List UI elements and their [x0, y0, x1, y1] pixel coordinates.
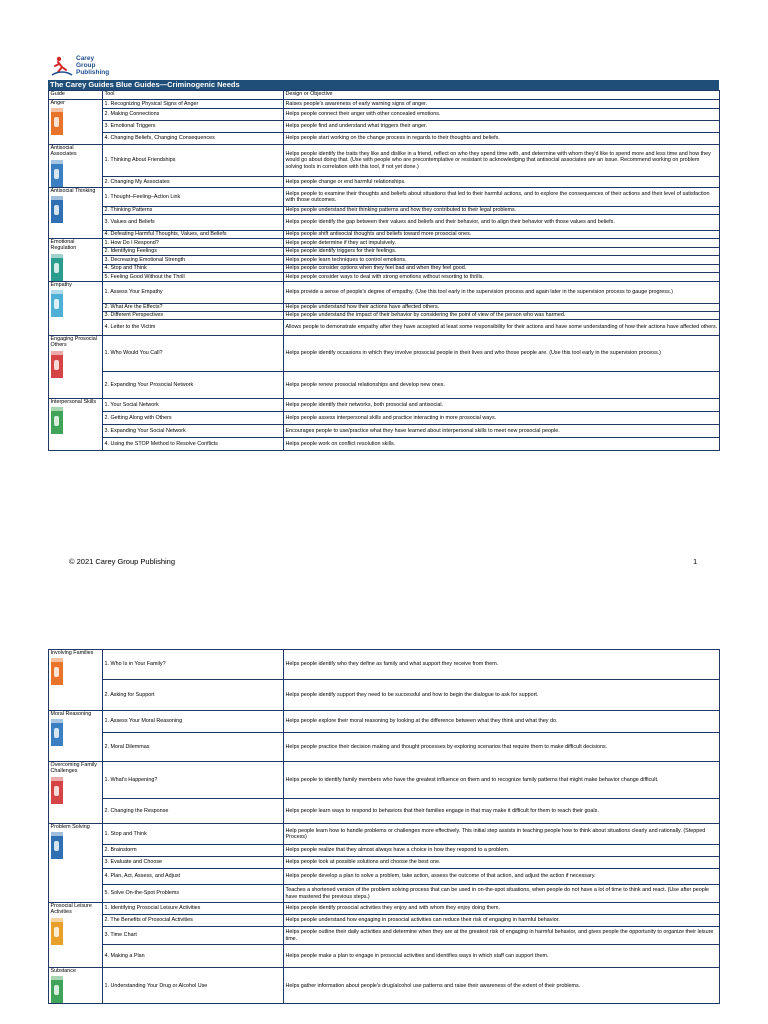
- guide-cell: [49, 398, 103, 450]
- objective-cell: Helps people realize that they almost always have a choice in how they respond to a problem.: [284, 845, 720, 857]
- guide-name: Antisocial Thinking: [50, 188, 96, 194]
- tool-cell: 4. Defeating Harmful Thoughts, Values, and Beliefs: [103, 231, 284, 239]
- tool-cell: 1. Understanding Your Drug or Alcohol Use: [103, 968, 284, 1004]
- tool-cell: 3. Decreasing Emotional Strength: [103, 256, 284, 265]
- guide-cover-icon: [51, 719, 63, 746]
- tool-cell: 1. Who Is in Your Family?: [103, 650, 284, 680]
- guide-name: Prosocial Leisure Activities: [50, 903, 92, 916]
- objective-cell: Helps people identify their networks, both prosocial and antisocial.: [284, 398, 720, 411]
- tool-cell: 2. Moral Dilemmas: [103, 733, 284, 762]
- table-row: [49, 903, 720, 915]
- tool-cell: 2. Asking for Support: [103, 680, 284, 711]
- objective-cell: Helps people make a plan to engage in prosocial activities and identifies ways in which staff can support them.: [284, 945, 720, 968]
- tool-cell: 1. Thought–Feeling–Action Link: [103, 188, 284, 207]
- tool-cell: 1. What's Happening?: [103, 762, 284, 799]
- objective-cell: Helps provide a sense of people's degree of empathy. (Use this tool early in the supervision process and again later in the supervision process to gauge progress.): [284, 281, 720, 303]
- table-row: [49, 711, 720, 733]
- guide-cell: [49, 711, 103, 762]
- header-objective: Design or Objective: [284, 91, 720, 100]
- table-row: [49, 121, 720, 133]
- table-row: [49, 845, 720, 857]
- objective-cell: Helps people identify the gap between their values and beliefs and their behavior, and to align their behavior with those values and beliefs.: [284, 215, 720, 231]
- objective-cell: Raises people's awareness of early warning signs of anger.: [284, 100, 720, 109]
- table-row: [49, 145, 720, 177]
- objective-cell: Helps people assess interpersonal skills and practice interacting in more prosocial ways.: [284, 411, 720, 424]
- guide-cover-icon: [51, 160, 63, 187]
- guide-name: Antisocial Associates: [50, 145, 77, 158]
- objective-cell: Helps people learn techniques to control emotions.: [284, 256, 720, 265]
- guides-table-page-1: [48, 90, 720, 451]
- tool-cell: 4. Using the STOP Method to Resolve Conflicts: [103, 437, 284, 450]
- tool-cell: 1. Thinking About Friendships: [103, 145, 284, 177]
- table-row: [49, 109, 720, 121]
- footer-page-number: 1: [693, 557, 698, 566]
- guide-cell: [49, 239, 103, 282]
- guide-cell: [49, 650, 103, 711]
- table-row: [49, 869, 720, 885]
- guide-group: [49, 903, 720, 968]
- guide-cover-icon: [51, 918, 63, 945]
- guide-group: [49, 100, 720, 145]
- tool-cell: 3. Values and Beliefs: [103, 215, 284, 231]
- objective-cell: Helps people consider ways to deal with strong emotions without resorting to thrills.: [284, 273, 720, 282]
- page-title: The Carey Guides Blue Guides—Criminogenic Needs: [48, 80, 719, 90]
- objective-cell: Helps people outline their daily activities and determine when they are at the greatest risk of engaging in harmful behavior, and gives people the opportunity to organize their leisure time.: [284, 927, 720, 945]
- tool-cell: 1. How Do I Respond?: [103, 239, 284, 248]
- guide-cell: [49, 281, 103, 335]
- tool-cell: 2. Changing My Associates: [103, 177, 284, 188]
- guide-group: [49, 650, 720, 711]
- tool-cell: 4. Making a Plan: [103, 945, 284, 968]
- tool-cell: 2. Getting Along with Others: [103, 411, 284, 424]
- objective-cell: Helps people determine if they act impulsively.: [284, 239, 720, 248]
- tool-cell: 2. Brainstorm: [103, 845, 284, 857]
- guide-group: [49, 145, 720, 188]
- tool-cell: 2. Changing the Response: [103, 799, 284, 824]
- tool-cell: 5. Solve On-the-Spot Problems: [103, 885, 284, 903]
- tool-cell: 1. Your Social Network: [103, 398, 284, 411]
- objective-cell: Helps people change or end harmful relationships.: [284, 177, 720, 188]
- table-row: [49, 239, 720, 248]
- guide-group: [49, 281, 720, 335]
- table-row: [49, 335, 720, 371]
- table-row: [49, 303, 720, 311]
- tool-cell: 3. Emotional Triggers: [103, 121, 284, 133]
- table-row: [49, 247, 720, 256]
- tool-cell: 2. Thinking Patterns: [103, 207, 284, 215]
- table-row: [49, 915, 720, 927]
- objective-cell: Helps people identify occasions in which they involve prosocial people in their lives and who those people are. (Use this tool early in the supervision process.): [284, 335, 720, 371]
- header-guide: Guide: [49, 91, 103, 100]
- guide-cell: [49, 903, 103, 968]
- guide-cover-icon: [51, 351, 63, 378]
- objective-cell: Helps people consider options when they feel bad and when they feel good.: [284, 264, 720, 273]
- guide-cell: [49, 188, 103, 239]
- guide-group: [49, 762, 720, 824]
- guide-name: Involving Families: [50, 650, 94, 656]
- guide-cover-icon: [51, 777, 63, 804]
- objective-cell: Teaches a shortened version of the problem solving process that can be used in on-the-spot situations, when people do not have a lot of time to think and react. (Use after people have mastered the previous steps.): [284, 885, 720, 903]
- guide-cell: [49, 335, 103, 398]
- guide-group: [49, 398, 720, 450]
- tool-cell: 4. Letter to the Victim: [103, 319, 284, 335]
- objective-cell: Helps people identify triggers for their feelings.: [284, 247, 720, 256]
- tool-cell: 2. What Are the Effects?: [103, 303, 284, 311]
- table-row: [49, 945, 720, 968]
- tool-cell: 2. The Benefits of Prosocial Activities: [103, 915, 284, 927]
- tool-cell: 1. Who Would You Call?: [103, 335, 284, 371]
- tool-cell: 3. Evaluate and Choose: [103, 857, 284, 869]
- guide-name: Emotional Regulation: [50, 239, 77, 252]
- objective-cell: Helps people identify prosocial activities they enjoy and with whom they enjoy doing them.: [284, 903, 720, 915]
- objective-cell: Helps people shift antisocial thoughts and beliefs toward more prosocial ones.: [284, 231, 720, 239]
- tool-cell: 4. Changing Beliefs, Changing Consequences: [103, 133, 284, 145]
- guide-cell: [49, 762, 103, 824]
- guides-table-page-2: [48, 649, 720, 1004]
- table-row: [49, 100, 720, 109]
- guide-group: [49, 968, 720, 1004]
- runner-logo-icon: [50, 56, 74, 78]
- guide-cover-icon: [51, 976, 63, 1003]
- guide-cell: [49, 100, 103, 145]
- guide-name: Interpersonal Skills: [50, 398, 97, 405]
- objective-cell: Helps people develop a plan to solve a problem, take action, assess the outcome of that action, and adjust the action if necessary.: [284, 869, 720, 885]
- objective-cell: Helps people learn ways to respond to behaviors that their families engage in that may make it difficult for them to reach their goals.: [284, 799, 720, 824]
- guide-cover-icon: [51, 108, 63, 135]
- objective-cell: Helps people identify who they define as family and what support they receive from them.: [284, 650, 720, 680]
- objective-cell: Helps people to identify family members who have the greatest influence on them and to recognize family patterns that might make behavior change difficult.: [284, 762, 720, 799]
- table-row: [49, 733, 720, 762]
- table-row: [49, 371, 720, 398]
- header-tool: Tool: [103, 91, 284, 100]
- guide-cover-icon: [51, 254, 63, 281]
- table-row: [49, 215, 720, 231]
- table-row: [49, 799, 720, 824]
- table-row: [49, 398, 720, 411]
- table-row: [49, 256, 720, 265]
- guide-group: [49, 335, 720, 398]
- table-row: [49, 231, 720, 239]
- tool-cell: 3. Different Perspectives: [103, 311, 284, 319]
- tool-cell: 4. Stop and Think: [103, 264, 284, 273]
- tool-cell: 1. Identifying Prosocial Leisure Activities: [103, 903, 284, 915]
- objective-cell: Helps people identify support they need to be successful and how to begin the dialogue to ask for support.: [284, 680, 720, 711]
- table-row: [49, 411, 720, 424]
- table-row: [49, 650, 720, 680]
- table-row: [49, 188, 720, 207]
- table-row: [49, 824, 720, 845]
- objective-cell: Helps people understand how their actions have affected others.: [284, 303, 720, 311]
- table-header-row: [49, 91, 720, 100]
- objective-cell: Helps people connect their anger with other concealed emotions.: [284, 109, 720, 121]
- guide-group: [49, 188, 720, 239]
- objective-cell: Help people learn how to handle problems or challenges more effectively. This initial step assists in teaching people how to think about situations clearly and rationally. (Stepped Process): [284, 824, 720, 845]
- tool-cell: 1. Stop and Think: [103, 824, 284, 845]
- guide-cell: [49, 145, 103, 188]
- guide-name: Engaging Prosocial Others: [50, 335, 97, 349]
- objective-cell: Helps people renew prosocial relationships and develop new ones.: [284, 371, 720, 398]
- table-row: [49, 857, 720, 869]
- brand-name: Carey Group Publishing: [76, 55, 110, 76]
- table-row: [49, 424, 720, 437]
- tool-cell: 5. Feeling Good Without the Thrill: [103, 273, 284, 282]
- table-row: [49, 281, 720, 303]
- objective-cell: Helps people understand the impact of their behavior by considering the point of view of the person who was harmed.: [284, 311, 720, 319]
- tool-cell: 1. Assess Your Empathy: [103, 281, 284, 303]
- table-row: [49, 927, 720, 945]
- tool-cell: 2. Making Connections: [103, 109, 284, 121]
- tool-cell: 2. Identifying Feelings: [103, 247, 284, 256]
- guide-cover-icon: [51, 407, 63, 434]
- objective-cell: Helps people understand how engaging in prosocial activities can reduce their risk of engaging in harmful behavior.: [284, 915, 720, 927]
- table-row: [49, 319, 720, 335]
- guide-name: Overcoming Family Challenges: [50, 762, 97, 775]
- tool-cell: 1. Assess Your Moral Reasoning: [103, 711, 284, 733]
- guide-name: Problem Solving: [50, 824, 90, 830]
- table-row: [49, 968, 720, 1004]
- table-row: [49, 264, 720, 273]
- table-row: [49, 885, 720, 903]
- guide-cell: [49, 968, 103, 1004]
- objective-cell: Allows people to demonstrate empathy after they have accepted at least some responsibility for their actions and have some understanding of how their actions have affected others.: [284, 319, 720, 335]
- table-row: [49, 680, 720, 711]
- objective-cell: Helps people find and understand what triggers their anger.: [284, 121, 720, 133]
- guide-group: [49, 239, 720, 282]
- brand-logo: [48, 54, 128, 78]
- guide-name: Anger: [50, 100, 65, 106]
- guide-name: Moral Reasoning: [50, 711, 92, 717]
- guide-cover-icon: [51, 290, 63, 317]
- objective-cell: Helps people to examine their thoughts and beliefs about situations that led to their harmful actions, and to explore the consequences of their actions and their level of satisfaction with those outcomes.: [284, 188, 720, 207]
- table-row: [49, 762, 720, 799]
- tool-cell: 3. Time Chart: [103, 927, 284, 945]
- guide-name: Substance: [50, 968, 76, 974]
- tool-cell: 1. Recognizing Physical Signs of Anger: [103, 100, 284, 109]
- tool-cell: 3. Expanding Your Social Network: [103, 424, 284, 437]
- tool-cell: 2. Expanding Your Prosocial Network: [103, 371, 284, 398]
- table-row: [49, 311, 720, 319]
- table-row: [49, 177, 720, 188]
- objective-cell: Helps people look at possible solutions and choose the best one.: [284, 857, 720, 869]
- guide-cover-icon: [51, 658, 63, 685]
- guide-group: [49, 824, 720, 903]
- objective-cell: Helps people identify the traits they like and dislike in a friend, reflect on who they spend time with, and determine with whom they'd like to spend more and less time and how they would go about doing that. (Use with people who are precontemplative or resistant to acknowledging that antisocial associates are an issue. Recommend working on problem solving tools in correlation with this tool, if not yet done.): [284, 145, 720, 177]
- objective-cell: Helps people work on conflict resolution skills.: [284, 437, 720, 450]
- table-row: [49, 207, 720, 215]
- objective-cell: Helps people start working on the change process in regards to their thoughts and beliefs.: [284, 133, 720, 145]
- footer-copyright: © 2021 Carey Group Publishing: [69, 557, 176, 566]
- objective-cell: Helps gather information about people's drug/alcohol use patterns and raise their awareness of the extent of their problems.: [284, 968, 720, 1004]
- objective-cell: Helps people practice their decision making and thought processes by exploring scenarios that require them to make difficult decisions.: [284, 733, 720, 762]
- guide-name: Empathy: [50, 281, 72, 288]
- guide-cover-icon: [51, 832, 63, 859]
- table-row: [49, 273, 720, 282]
- objective-cell: Helps people understand their thinking patterns and how they contributed to their legal problems.: [284, 207, 720, 215]
- table-row: [49, 133, 720, 145]
- objective-cell: Encourages people to use/practice what they have learned about interpersonal skills to meet new prosocial people.: [284, 424, 720, 437]
- objective-cell: Helps people explore their moral reasoning by looking at the difference between what they think and what they do.: [284, 711, 720, 733]
- guide-cover-icon: [51, 196, 63, 223]
- guide-cell: [49, 824, 103, 903]
- table-row: [49, 437, 720, 450]
- tool-cell: 4. Plan, Act, Assess, and Adjust: [103, 869, 284, 885]
- guide-group: [49, 711, 720, 762]
